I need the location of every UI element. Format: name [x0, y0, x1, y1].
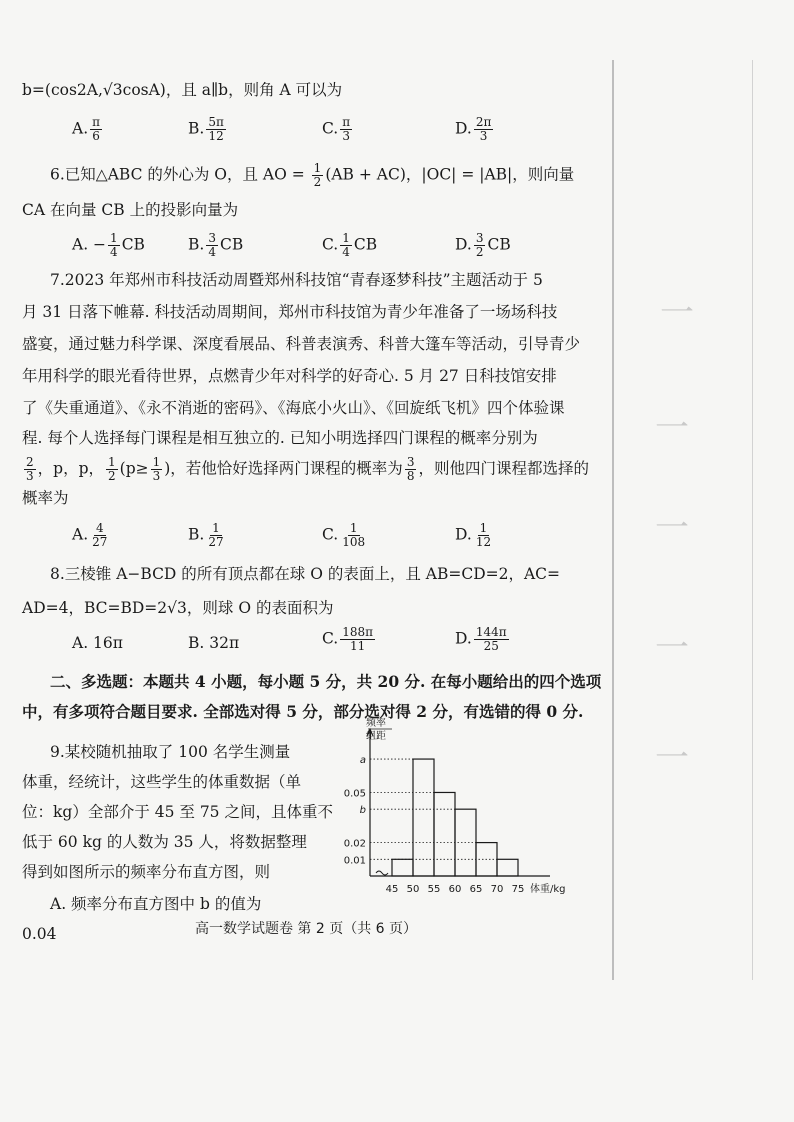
- q9-line: 低于 60 kg 的人数为 35 人，将数据整理: [22, 833, 307, 851]
- bleed-through-mark: 一: [655, 508, 689, 548]
- page-fold: [612, 60, 614, 980]
- histogram-bar: [434, 792, 455, 876]
- q7-line: 月 31 日落下帷幕. 科技活动周期间，郑州市科技馆为青少年准备了一场场科技: [22, 303, 558, 321]
- q8-option-c: C. $\frac{188\pi}{11}$: [322, 625, 374, 653]
- q9-option-a: A. 频率分布直方图中 b 的值为: [50, 895, 262, 913]
- q8-option-b: B. 32π: [188, 634, 240, 652]
- x-axis-title: 体重/kg: [530, 884, 566, 895]
- y-tick-label: b: [359, 805, 366, 817]
- page-footer: 高一数学试题卷 第 2 页（共 6 页）: [194, 921, 418, 937]
- q9-line: 位：kg）全部介于 45 至 75 之间，且体重不: [22, 803, 333, 821]
- q7-option-c: C. $\frac{1}{108}$: [322, 521, 366, 549]
- bleed-through-mark: 一: [660, 293, 694, 333]
- y-axis-title-bottom: 组距: [366, 731, 386, 742]
- q6-option-c: C. $\frac{1}{4}$ CB: [322, 231, 378, 259]
- q6-option-d: D. $\frac{3}{2}$ CB: [455, 231, 511, 259]
- q7-line: 了《失重通道》、《永不消逝的密码》、《海底小火山》、《回旋纸飞机》四个体验课: [22, 399, 565, 417]
- x-tick-label: 70: [490, 884, 504, 895]
- x-tick-label: 45: [385, 884, 399, 895]
- section-2-instructions: 中，有多项符合题目要求. 全部选对得 5 分，部分选对得 2 分，有选错的得 0 分.: [22, 702, 584, 721]
- q9-line: 得到如图所示的频率分布直方图，则: [22, 863, 271, 881]
- x-tick-label: 65: [469, 884, 483, 895]
- q7-line: 盛宴，通过魅力科学课、深度看展品、科普表演秀、科普大篷车等活动，引导青少: [22, 335, 581, 353]
- x-tick-label: 50: [406, 884, 420, 895]
- q5-option-d: D. $\frac{2\pi}{3}$: [455, 115, 492, 143]
- q7-line: 年用科学的眼光看待世界，点燃青少年对科学的好奇心. 5 月 27 日科技馆安排: [22, 367, 557, 385]
- q6-option-a: A. − $\frac{1}{4}$ CB: [72, 231, 145, 259]
- q7-option-a: A. $\frac{4}{27}$: [72, 521, 108, 549]
- q7-line: 程. 每个人选择每门课程是相互独立的. 已知小明选择四门课程的概率分别为: [22, 429, 538, 447]
- y-tick-label: a: [359, 755, 366, 767]
- histogram-bar: [497, 859, 518, 876]
- q7-line: 7.2023 年郑州市科技活动周暨郑州科技馆“青春逐梦科技”主题活动于 5: [50, 271, 543, 289]
- q9-line: 9.某校随机抽取了 100 名学生测量: [50, 743, 291, 761]
- q8-line-2: AD=4，BC=BD=2√3，则球 O 的表面积为: [22, 599, 334, 617]
- q5-stem: b=(cos2A,√3cosA)，且 a∥b，则角 A 可以为: [22, 81, 343, 99]
- axis-break-mark: [376, 871, 388, 875]
- bleed-through-mark: 一: [655, 408, 689, 448]
- q8-option-a: A. 16π: [72, 634, 123, 652]
- y-axis-title-top: 频率: [366, 718, 386, 729]
- q7-option-d: D. $\frac{1}{12}$: [455, 521, 492, 549]
- page-fold-edge: [752, 60, 753, 980]
- q8-line-1: 8.三棱锥 A−BCD 的所有顶点都在球 O 的表面上，且 AB=CD=2，AC=: [50, 565, 561, 583]
- x-tick-label: 55: [427, 884, 441, 895]
- q9-option-a-value: 0.04: [22, 925, 57, 943]
- histogram-bar: [392, 859, 413, 876]
- y-tick-label: 0.02: [343, 838, 366, 850]
- section-2-heading: 二、多选题：本题共 4 小题，每小题 5 分，共 20 分. 在每小题给出的四个选项: [50, 672, 602, 691]
- q5-option-c: C. $\frac{\pi}{3}$: [322, 115, 351, 143]
- bleed-through-mark: 一: [655, 628, 689, 668]
- q7-option-b: B. $\frac{1}{27}$: [188, 521, 224, 549]
- q7-last-line: 概率为: [22, 489, 69, 507]
- histogram-bar: [413, 759, 434, 876]
- x-tick-label: 75: [511, 884, 525, 895]
- q5-option-a: A. $\frac{\pi}{6}$: [72, 115, 101, 143]
- bleed-through-mark: 一: [655, 738, 689, 778]
- q6-line-2: CA 在向量 CB 上的投影向量为: [22, 201, 239, 219]
- q7-probability-line: $\frac{2}{3}$ ，p，p， $\frac{1}{2}$ (p≥ $\frac{1}{3}$ )，若他恰好选择两门课程的概率为 $\frac{3}{8}$ ，则他四门课程都选择的: [26, 455, 589, 483]
- q9-line: 体重，经统计，这些学生的体重数据（单: [22, 773, 302, 791]
- q8-option-d: D. $\frac{144\pi}{25}$: [455, 625, 507, 653]
- q5-option-b: B. $\frac{5\pi}{12}$: [188, 115, 224, 143]
- q6-line-1: 6.已知△ABC 的外心为 O，且 AO = $\frac{1}{2}$ (AB + AC)，|OC| = |AB|，则向量: [50, 161, 575, 189]
- y-tick-label: 0.01: [343, 855, 366, 867]
- frequency-histogram: [330, 718, 580, 916]
- q6-option-b: B. $\frac{3}{4}$ CB: [188, 231, 244, 259]
- x-tick-label: 60: [448, 884, 462, 895]
- y-tick-label: 0.05: [343, 788, 366, 800]
